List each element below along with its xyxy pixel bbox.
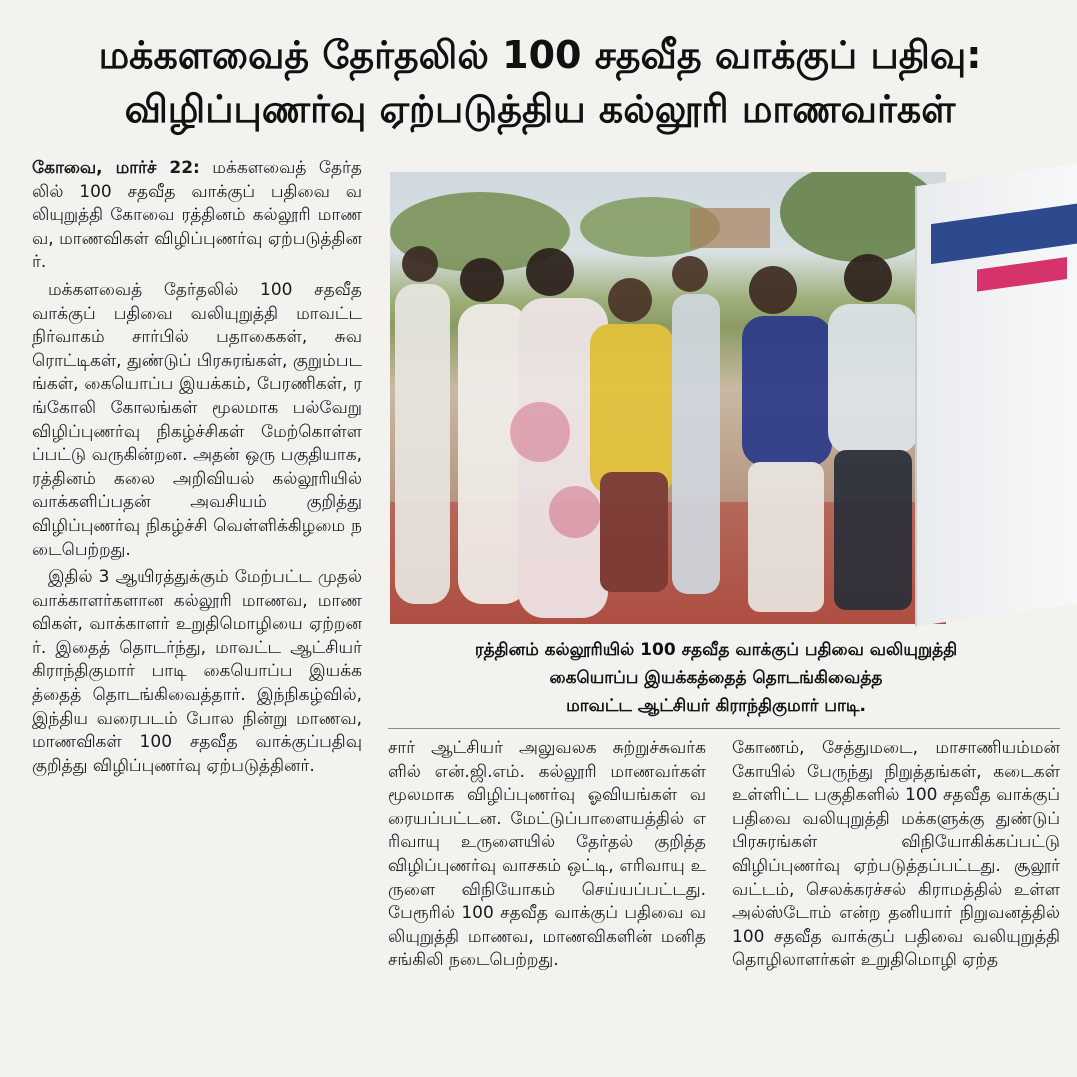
headline-line-1: மக்களவைத் தேர்தலில் 100 சதவீத வாக்குப் பதிவு: (98, 33, 982, 77)
caption-line-2: கையொப்ப இயக்கத்தைத் தொடங்கிவைத்த (549, 668, 883, 688)
article-column-1 (32, 157, 362, 1072)
board-banner (931, 203, 1077, 264)
column-divider (388, 728, 1060, 729)
news-photo (390, 172, 946, 624)
caption-line-3: மாவட்ட ஆட்சியர் கிராந்திகுமார் பாடி. (566, 696, 866, 716)
article-paragraph-1 (32, 157, 362, 275)
article-column-2 (388, 737, 706, 1077)
article-column-2-text: சார் ஆட்சியர் அலுவலக சுற்றுச்சுவர்களில் என்.ஜி.எம். கல்லூரி மாணவர்கள் மூலமாக விழிப்புணர்வு ஓவியங்கள் வரையப்பட்டன. மேட்டுப்பாளையத்தில் எரிவாயு உருளையில் தேர்தல் குறித்த விழிப்புணர்வு வாசகம் ஒட்டி, எரிவாயு உருளை விநியோகம் செய்யப்பட்டது. பேரூரில் 100 சதவீத வாக்குப் பதிவை வலியுறுத்தி மாணவ, மாணவிகளின் மனித சங்கிலி நடைபெற்றது. (388, 738, 706, 971)
photo-caption (396, 636, 1036, 720)
dateline: கோவை, மார்ச் 22: (32, 158, 200, 178)
article-paragraph-1-text: மக்களவைத் தேர்தலில் 100 சதவீத வாக்குப் பதிவை வலியுறுத்தி கோவை ரத்தினம் கல்லூரி மாணவ, மாணவிகள் விழிப்புணர்வு ஏற்படுத்தினர். (32, 158, 362, 273)
board-label (977, 257, 1067, 292)
article-paragraph-3: இதில் 3 ஆயிரத்துக்கும் மேற்பட்ட முதல் வாக்காளர்களான கல்லூரி மாணவ, மாணவிகள், வாக்காளர் உறுதிமொழியை ஏற்றனர். இதைத் தொடர்ந்து, மாவட்ட ஆட்சியர் கிராந்திகுமார் பாடி கையொப்ப இயக்கத்தைத் தொடங்கிவைத்தார். இந்நிகழ்வில், இந்திய வரைபடம் போல நின்று மாணவ, மாணவிகள் 100 சதவீத வாக்குப்பதிவு குறித்து விழிப்புணர்வு ஏற்படுத்தினர். (32, 567, 362, 776)
article-column-3-text: கோணம், சேத்துமடை, மாசாணியம்மன் கோயில் பேருந்து நிறுத்தங்கள், கடைகள் உள்ளிட்ட பகுதிகளில் 100 சதவீத வாக்குப் பதிவை வலியுறுத்தி மக்களுக்கு துண்டுப் பிரசுரங்கள் விநியோகிக்கப்பட்டு விழிப்புணர்வு ஏற்படுத்தப்பட்டது. சூலூர் வட்டம், செலக்கரச்சல் கிராமத்தில் உள்ள அல்ஸ்டோம் என்ற தனியார் நிறுவனத்தில் 100 சதவீத வாக்குப் பதிவை வலியுறுத்தி தொழிலாளர்கள் உறுதிமொழி ஏற்த (732, 738, 1060, 971)
headline-line-2: விழிப்புணர்வு ஏற்படுத்திய கல்லூரி மாணவர்கள் (124, 87, 956, 131)
signature-board (915, 164, 1077, 627)
photo-illustration (390, 172, 946, 624)
article-paragraph-2: மக்களவைத் தேர்தலில் 100 சதவீத வாக்குப் பதிவை வலியுறுத்தி மாவட்ட நிர்வாகம் சார்பில் பதாகைகள், சுவரொட்டிகள், துண்டுப் பிரசுரங்கள், குறும்படங்கள், கையொப்ப இயக்கம், பேரணிகள், ரங்கோலி கோலங்கள் மூலமாக பல்வேறு விழிப்புணர்வு நிகழ்ச்சிகள் மேற்கொள்ளப்பட்டு வருகின்றன. அதன் ஒரு பகுதியாக, ரத்தினம் கலை அறிவியல் கல்லூரியில் வாக்களிப்பதன் அவசியம் குறித்து விழிப்புணர்வு நிகழ்ச்சி வெள்ளிக்கிழமை நடைபெற்றது. (32, 279, 362, 560)
caption-line-1: ரத்தினம் கல்லூரியில் 100 சதவீத வாக்குப் பதிவை வலியுறுத்தி (474, 640, 958, 660)
headline (20, 28, 1060, 136)
article-column-3 (732, 737, 1060, 1077)
